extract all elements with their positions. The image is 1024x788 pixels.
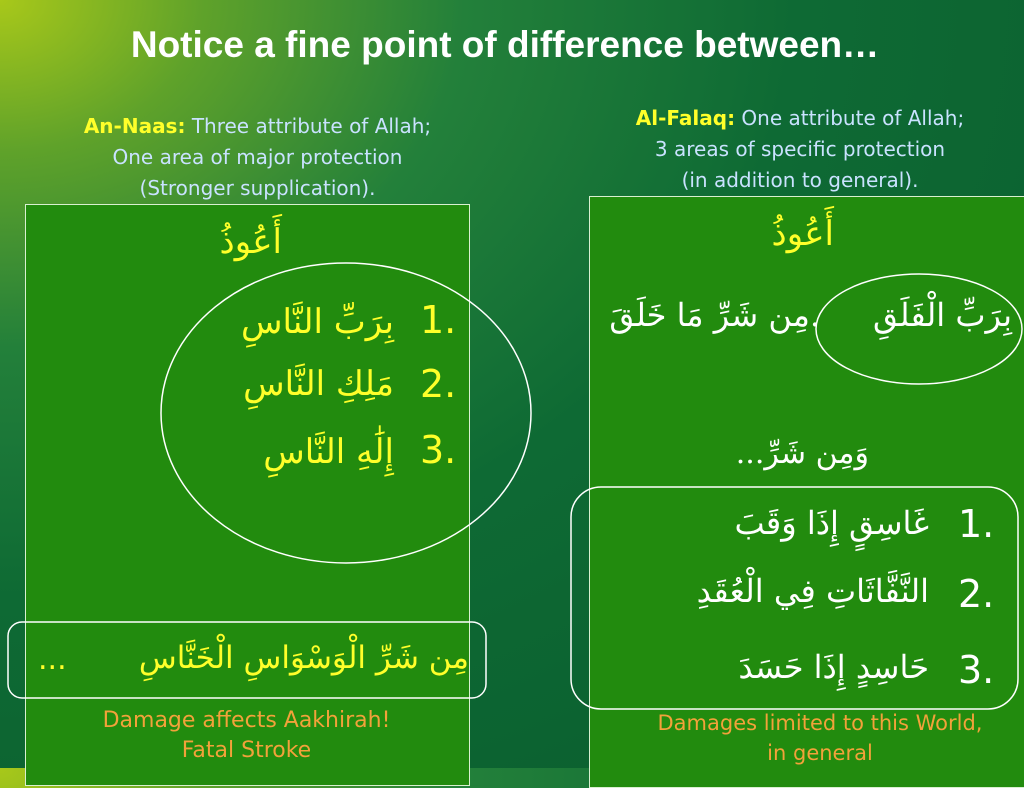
al-falaq-wamin-sharr: وَمِن شَرِّ... — [735, 436, 869, 471]
al-falaq-footer — [620, 708, 1020, 768]
al-falaq-item-3-text: حَاسِدٍ إِذَا حَسَدَ — [738, 648, 929, 686]
an-naas-line1: Three attribute of Allah; — [185, 114, 432, 138]
al-falaq-panel — [589, 196, 1024, 788]
al-falaq-verse-part1: بِرَبِّ الْفَلَقِ — [873, 296, 1012, 334]
an-naas-item-2-text: مَلِكِ النَّاسِ — [243, 364, 394, 404]
al-falaq-line1: One attribute of Allah; — [735, 106, 965, 130]
al-falaq-footer-line1: Damages limited to this World, — [657, 711, 983, 735]
slide-title: Notice a fine point of difference between… — [130, 24, 880, 65]
an-naas-label: An-Naas: — [83, 114, 186, 138]
an-naas-min-sharr: مِن شَرِّ الْوَسْوَاسِ الْخَنَّاسِ — [138, 640, 469, 676]
al-falaq-item-2-number: 2. — [958, 572, 995, 616]
an-naas-audhu: أَعُوذُ — [219, 222, 282, 262]
an-naas-footer-line2: Fatal Stroke — [181, 738, 312, 763]
an-naas-item-1-number: 1. — [420, 298, 457, 342]
al-falaq-audhu: أَعُوذُ — [771, 214, 834, 254]
an-naas-item-2-number: 2. — [420, 362, 457, 406]
an-naas-panel — [25, 204, 470, 786]
an-naas-line3: (Stronger supplication). — [139, 176, 376, 200]
an-naas-footer-line1: Damage affects Aakhirah! — [102, 708, 391, 733]
al-falaq-verse-part2: .مِن شَرِّ مَا خَلَقَ — [609, 296, 820, 334]
al-falaq-footer-line2: in general — [767, 741, 873, 765]
an-naas-item-3-number: 3. — [420, 428, 457, 472]
al-falaq-item-1-text: غَاسِقٍ إِذَا وَقَبَ — [734, 504, 929, 542]
al-falaq-heading — [585, 103, 1015, 196]
an-naas-item-1-text: بِرَبِّ النَّاسِ — [241, 302, 394, 342]
an-naas-footer — [25, 706, 468, 766]
an-naas-ellipsis: ... — [38, 642, 67, 677]
an-naas-heading — [30, 111, 485, 204]
al-falaq-item-3-number: 3. — [958, 648, 995, 692]
al-falaq-item-1-number: 1. — [958, 502, 995, 546]
al-falaq-label: Al-Falaq: — [635, 106, 736, 130]
al-falaq-line2: 3 areas of specific protection — [654, 137, 946, 161]
an-naas-line2: One area of major protection — [112, 145, 403, 169]
al-falaq-line3: (in addition to general). — [681, 168, 919, 192]
an-naas-item-3-text: إِلَٰهِ النَّاسِ — [263, 432, 394, 472]
al-falaq-item-2-text: النَّفَّاثَاتِ فِي الْعُقَدِ — [696, 572, 929, 610]
